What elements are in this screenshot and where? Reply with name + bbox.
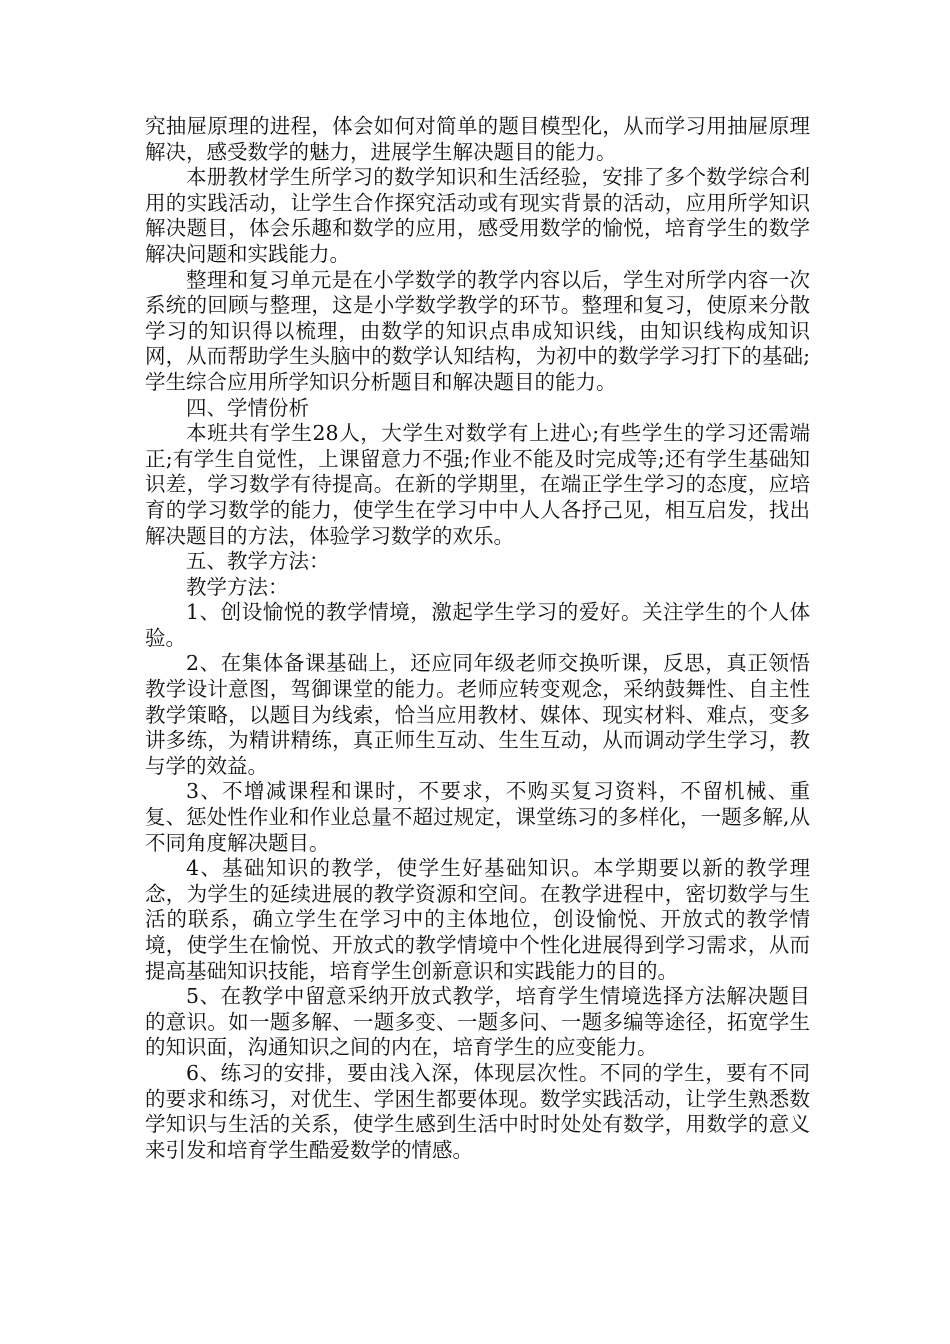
paragraph-3: 整理和复习单元是在小学数学的教学内容以后，学生对所学内容一次系统的回顾与整理，这是小学数学教学的环节。整理和复习，使原来分散学习的知识得以梳理，由数学的知识点串成知识线，由知识线构成知识网，从而帮助学生头脑中的数学认知结构，为初中的数学学习打下的基础;学生综合应用所学知识分析题目和解决题目的能力。 — [145, 267, 810, 394]
section-heading-5: 五、教学方法： — [186, 549, 330, 574]
paragraph-1: 究抽屉原理的进程，体会如何对简单的题目模型化，从而学习用抽屉原理解决，感受数学的魅力，进展学生解决题目的能力。 — [145, 114, 810, 164]
paragraph-5: 本班共有学生28人，大学生对数学有上进心;有些学生的学习还需端正;有学生自觉性，上课留意力不强;作业不能及时完成等;还有学生基础知识差，学习数学有待提高。在新的学期里，在端正学生学习的态度，应培育的学习数学的能力，使学生在学习中中人人各抒己见，相互启发，找出解决题目的方法，体验学习数学的欢乐。 — [145, 421, 810, 548]
method-item-3: 3、不增减课程和课时，不要求，不购买复习资料，不留机械、重复、惩处性作业和作业总量不超过规定，课堂练习的多样化，一题多解,从不同角度解决题目。 — [145, 779, 810, 855]
method-item-2: 2、在集体备课基础上，还应同年级老师交换听课，反思，真正领悟教学设计意图，驾御课堂的能力。老师应转变观念，采纳鼓舞性、自主性教学策略，以题目为线索，恰当应用教材、媒体、现实材料、难点，变多讲多练，为精讲精练，真正师生互动、生生互动，从而调动学生学习，教与学的效益。 — [145, 651, 810, 778]
subheading-methods: 教学方法： — [186, 574, 289, 599]
method-item-1: 1、创设愉悦的教学情境，激起学生学习的爱好。关注学生的个人体验。 — [145, 600, 810, 650]
document-body — [145, 114, 810, 1163]
method-item-5: 5、在教学中留意采纳开放式教学，培育学生情境选择方法解决题目的意识。如一题多解、一题多变、一题多问、一题多编等途径，拓宽学生的知识面，沟通知识之间的内在，培育学生的应变能力。 — [145, 984, 810, 1060]
section-heading-4: 四、学情份析 — [186, 395, 309, 420]
method-item-4: 4、基础知识的教学，使学生好基础知识。本学期要以新的教学理念，为学生的延续进展的教学资源和空间。在教学进程中，密切数学与生活的联系，确立学生在学习中的主体地位，创设愉悦、开放式的教学情境，使学生在愉悦、开放式的教学情境中个性化进展得到学习需求，从而提高基础知识技能，培育学生创新意识和实践能力的目的。 — [145, 856, 810, 983]
method-item-6: 6、练习的安排，要由浅入深，体现层次性。不同的学生，要有不同的要求和练习，对优生、学困生都要体现。数学实践活动，让学生熟悉数学知识与生活的关系，使学生感到生活中时时处处有数学，用数学的意义来引发和培育学生酷爱数学的情感。 — [145, 1060, 810, 1162]
paragraph-2: 本册教材学生所学习的数学知识和生活经验，安排了多个数学综合利用的实践活动，让学生合作探究活动或有现实背景的活动，应用所学知识解决题目，体会乐趣和数学的应用，感受用数学的愉悦，培育学生的数学解决问题和实践能力。 — [145, 165, 810, 266]
